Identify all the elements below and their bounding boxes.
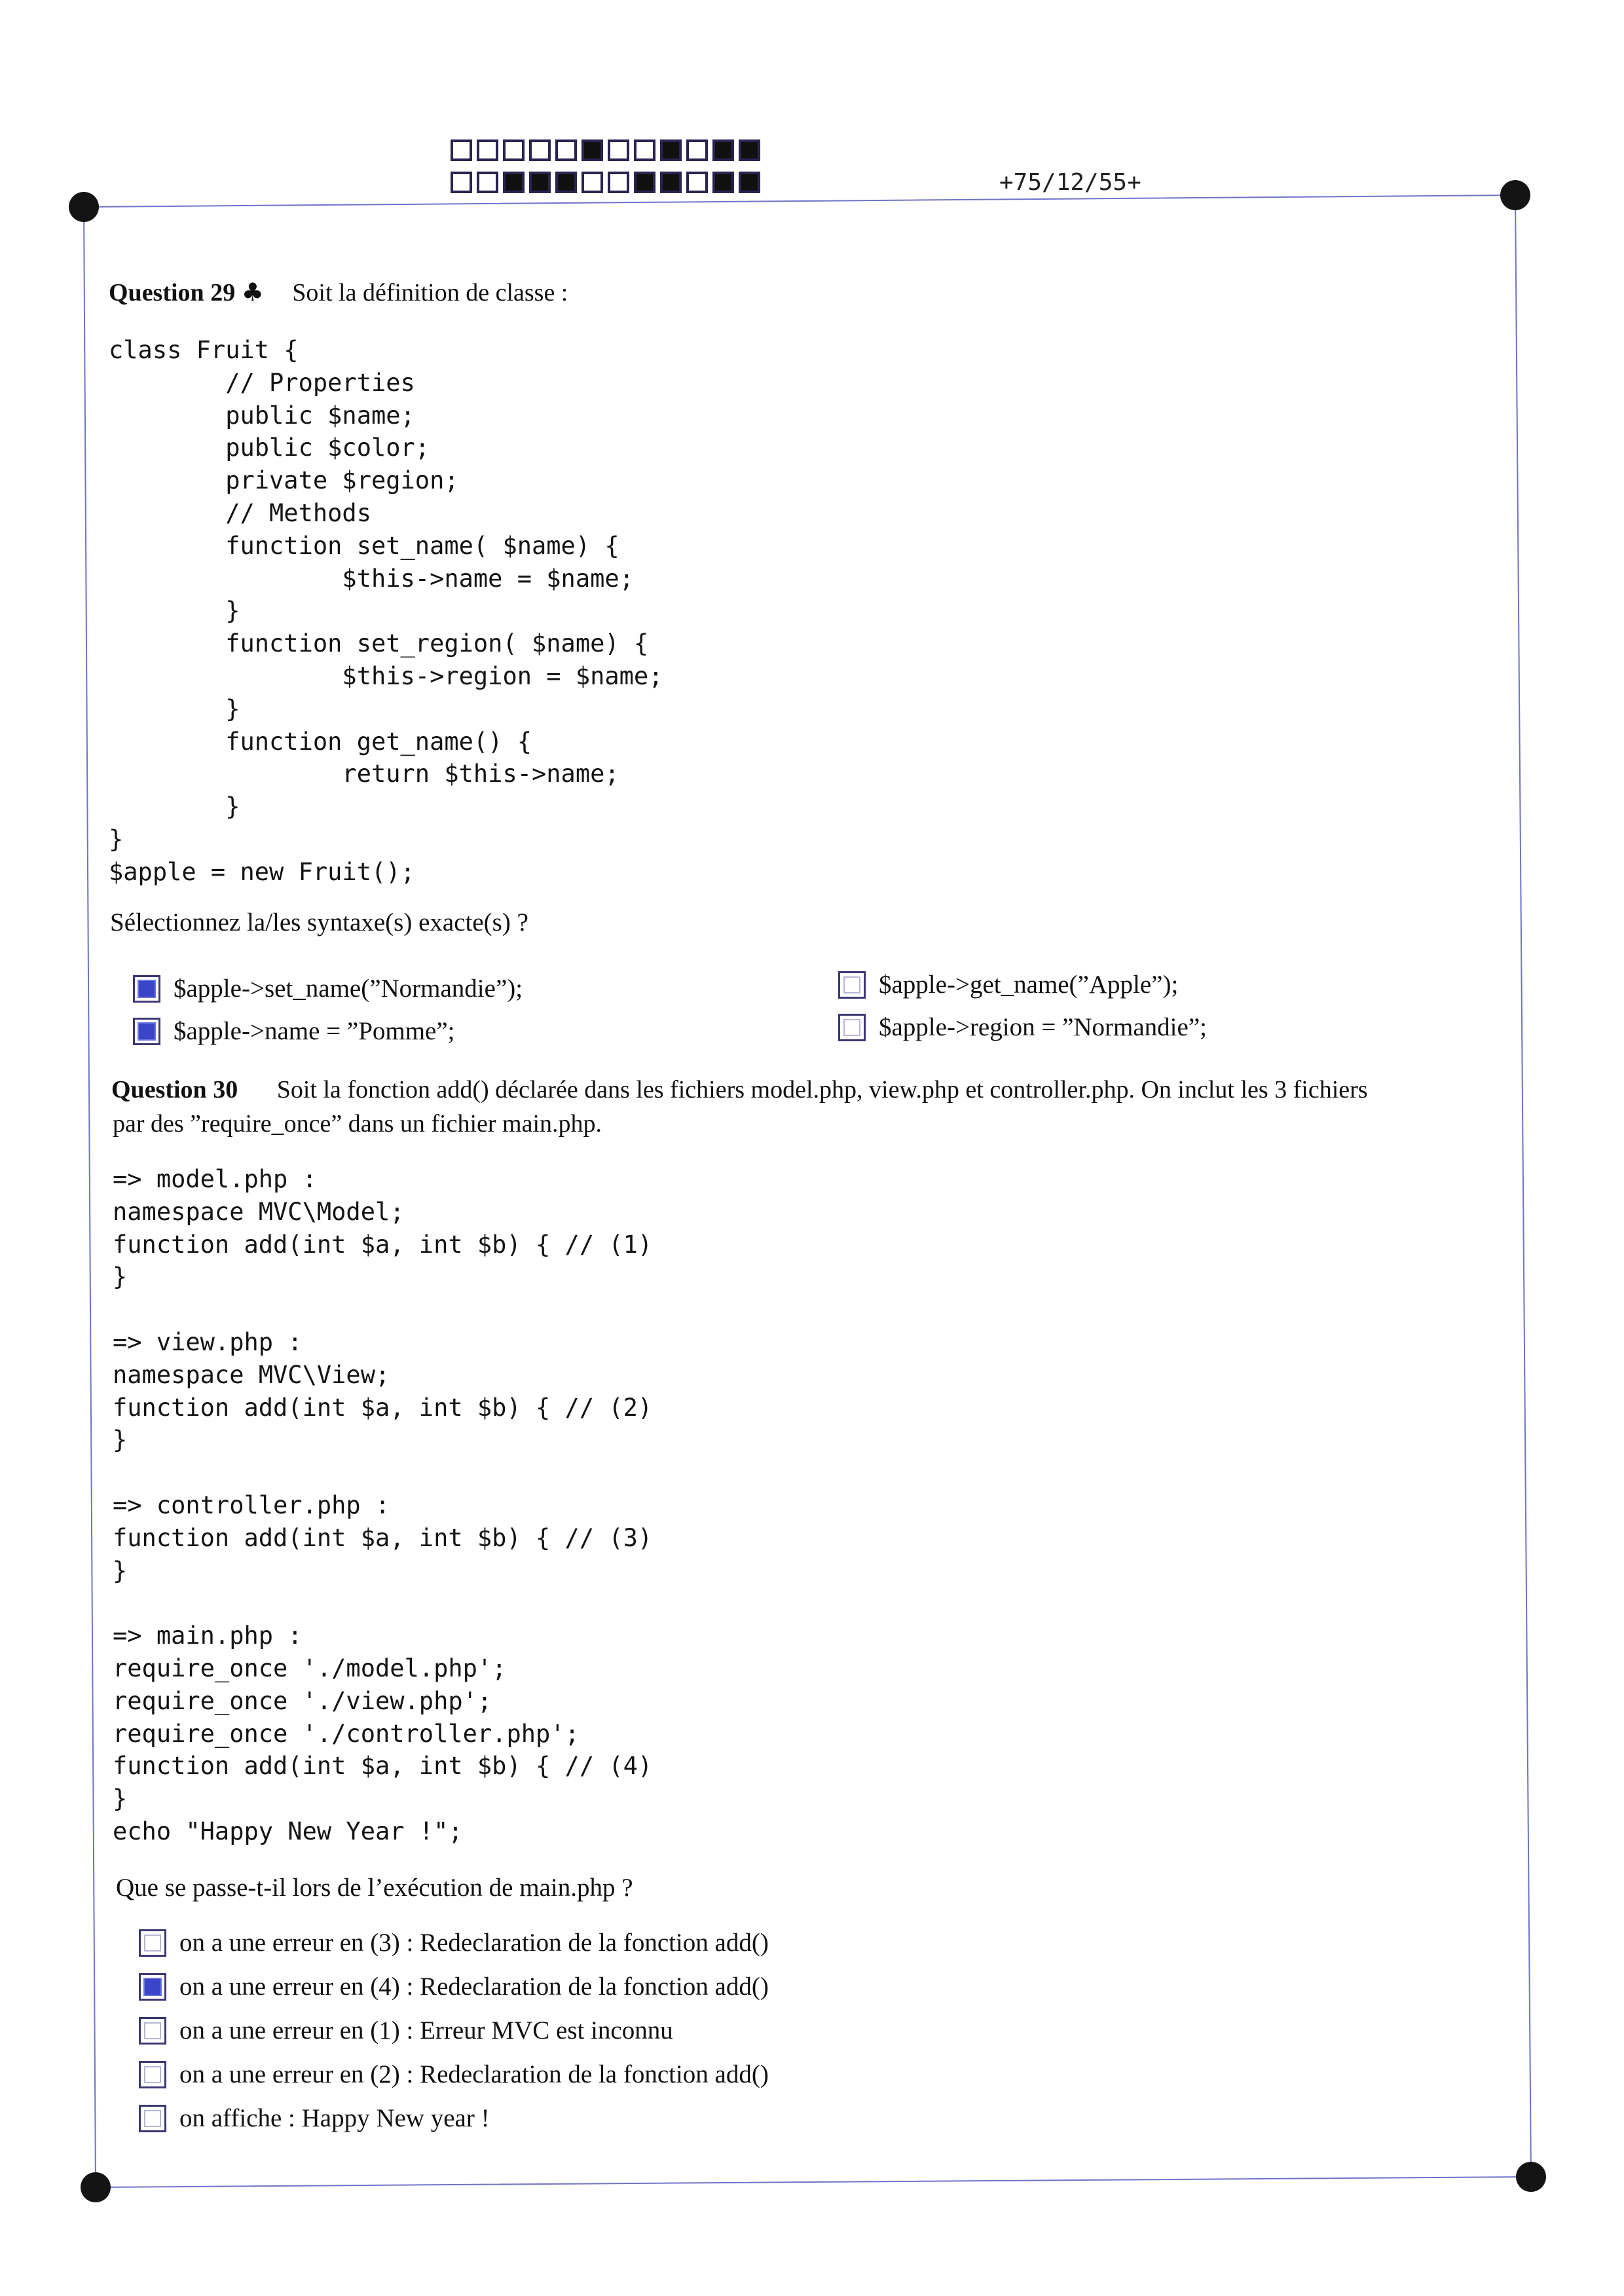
barcode-top-cell: [477, 139, 498, 161]
page-id: +75/12/55+: [999, 169, 1141, 196]
barcode-bottom-cell: [608, 172, 629, 193]
q29-option-1-text: $apple->set_name(”Normandie”);: [174, 974, 523, 1003]
barcode-top-cell: [451, 139, 472, 161]
barcode-top-cell: [739, 139, 760, 161]
barcode-top-cell: [529, 139, 551, 161]
corner-mark-top-right: [1500, 180, 1530, 210]
barcode-top-cell: [660, 139, 682, 161]
barcode-bottom-cell: [503, 172, 525, 193]
q29-option-1[interactable]: [133, 974, 523, 1003]
q29-option-4[interactable]: [838, 1012, 1207, 1042]
q30-option-4-checkbox[interactable]: [139, 2061, 166, 2088]
q29-option-4-text: $apple->region = ”Normandie”;: [879, 1013, 1207, 1041]
barcode-bottom-cell: [477, 172, 498, 193]
club-icon: ♣: [241, 278, 264, 306]
q30-option-3-checkbox[interactable]: [139, 2017, 166, 2045]
q29-option-3[interactable]: [838, 970, 1178, 999]
question-29-prompt: Soit la définition de classe :: [292, 279, 568, 306]
question-30-label: Question 30: [111, 1076, 238, 1103]
question-29-instruction: Sélectionnez la/les syntaxe(s) exacte(s) ?: [110, 908, 528, 936]
question-29-code: class Fruit { // Properties public $name; public $color; private $region; // Methods function set_name( $name) { $this->name = $name; } function set_region( $name) { $this->region = $name; } function get_name() { return $this->name; } } $apple = new Fruit();: [109, 336, 663, 886]
q30-option-1-checkbox[interactable]: [139, 1929, 166, 1957]
barcode-top-cell: [581, 139, 603, 161]
q29-option-2-text: $apple->name = ”Pomme”;: [174, 1017, 455, 1045]
corner-mark-bottom-left: [81, 2172, 111, 2202]
question-30-prompt-line1: Soit la fonction add() déclarée dans les fichiers model.php, view.php et controller.php. On inclut les 3 fichiers: [276, 1076, 1368, 1103]
q30-option-4[interactable]: [139, 2060, 769, 2089]
question-30-instruction: Que se passe-t-il lors de l’exécution de main.php ?: [116, 1874, 633, 1902]
q30-option-2-text: on a une erreur en (4) : Redeclaration de la fonction add(): [179, 1972, 769, 2001]
barcode-top-cell: [503, 139, 525, 161]
barcode-top-cell: [686, 139, 708, 161]
barcode-bottom-cell: [451, 172, 472, 193]
corner-mark-top-left: [69, 192, 99, 222]
barcode-top-cell: [634, 139, 655, 161]
q30-option-2-checkbox[interactable]: [139, 1973, 166, 2001]
q30-option-5-text: on affiche : Happy New year !: [179, 2104, 490, 2132]
barcode-bottom-cell: [686, 172, 708, 193]
barcode-bottom: [451, 172, 765, 193]
question-30-code: => model.php : namespace MVC\Model; function add(int $a, int $b) { // (1) } => view.php : namespace MVC\View; function add(int $a, int $b) { // (2) } => controller.php : function add(int $a, int $b) { // (3) } => main.php : require_once './model.php'; require_once './view.php'; require_once './controller.php'; function add(int $a, int $b) { // (4) } echo "Happy New Year !";: [113, 1165, 653, 1845]
barcode-bottom-cell: [712, 172, 734, 193]
question-29-label: Question 29: [109, 279, 236, 306]
q30-option-5[interactable]: [139, 2103, 490, 2133]
q30-option-3[interactable]: [139, 2016, 673, 2045]
barcode-bottom-cell: [739, 172, 760, 193]
q29-option-4-checkbox[interactable]: [838, 1014, 866, 1041]
barcode-bottom-cell: [660, 172, 682, 193]
barcode-top-cell: [712, 139, 734, 161]
barcode-bottom-cell: [555, 172, 577, 193]
q30-option-5-checkbox[interactable]: [139, 2105, 166, 2132]
q30-option-3-text: on a une erreur en (1) : Erreur MVC est inconnu: [179, 2016, 673, 2045]
q30-option-1[interactable]: [139, 1928, 769, 1957]
barcode-bottom-cell: [529, 172, 551, 193]
barcode-top: [451, 139, 765, 161]
q29-option-2-checkbox[interactable]: [133, 1018, 160, 1045]
q30-option-1-text: on a une erreur en (3) : Redeclaration de la fonction add(): [179, 1929, 769, 1957]
q30-option-2[interactable]: [139, 1972, 769, 2001]
barcode-top-cell: [555, 139, 577, 161]
q29-option-3-text: $apple->get_name(”Apple”);: [879, 971, 1179, 999]
q29-option-3-checkbox[interactable]: [838, 971, 866, 999]
corner-mark-bottom-right: [1516, 2162, 1546, 2192]
question-30-prompt-line2: par des ”require_once” dans un fichier main.php.: [113, 1110, 602, 1138]
q29-option-1-checkbox[interactable]: [133, 975, 160, 1003]
question-29-heading: [109, 278, 568, 307]
q29-option-2[interactable]: [133, 1016, 455, 1046]
barcode-top-cell: [608, 139, 629, 161]
q30-option-4-text: on a une erreur en (2) : Redeclaration de la fonction add(): [179, 2060, 769, 2088]
question-30-heading: [111, 1075, 1368, 1104]
barcode-bottom-cell: [634, 172, 655, 193]
barcode-bottom-cell: [581, 172, 603, 193]
